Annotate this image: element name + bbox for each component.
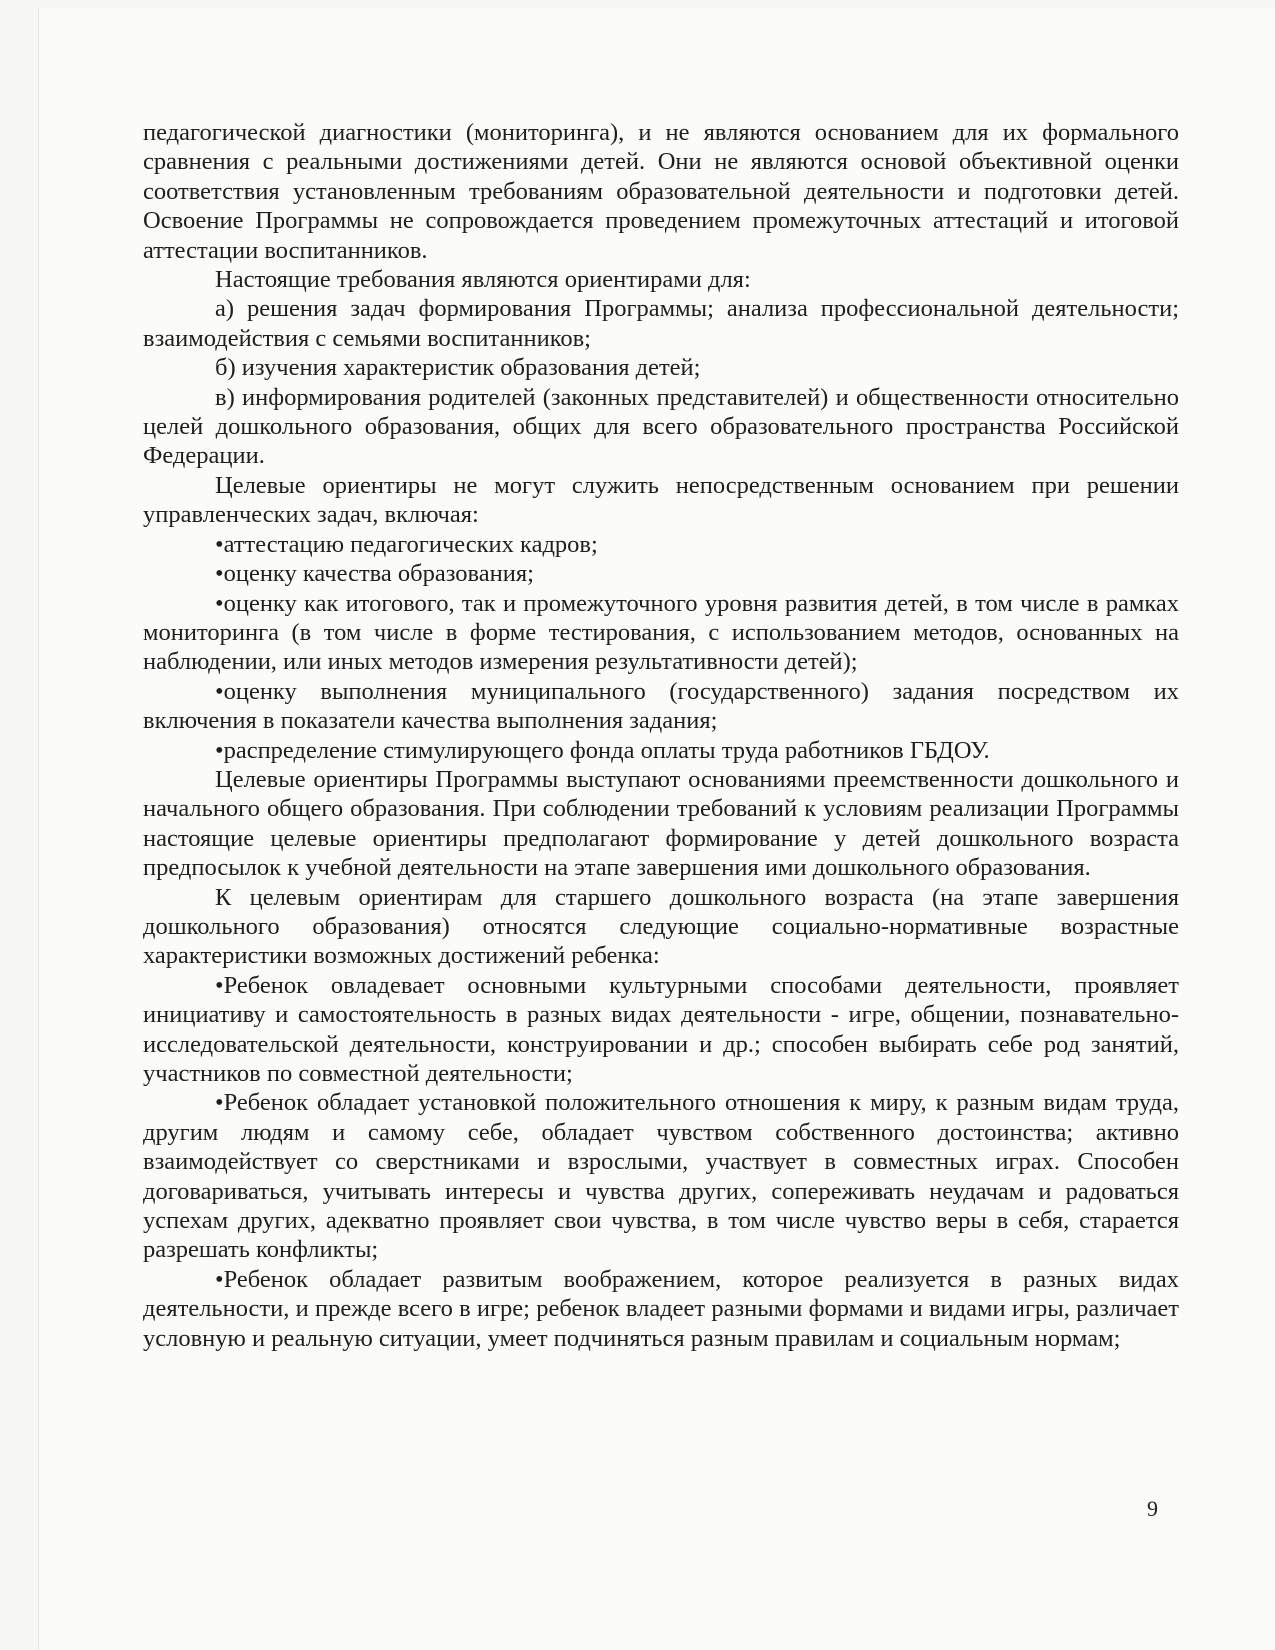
document-body (143, 118, 1179, 1518)
paragraph: а) решения задач формирования Программы; анализа профессиональной деятельности; взаимодействия с семьями воспитанников; (143, 295, 1179, 352)
paragraph: Целевые ориентиры Программы выступают основаниями преемственности дошкольного и начального общего образования. При соблюдении требований к условиям реализации Программы настоящие целевые ориентиры предполагают формирование у детей дошкольного возраста предпосылок к учебной деятельности на этапе завершения ими дошкольного образования. (143, 765, 1179, 882)
paragraph: К целевым ориентирам для старшего дошкольного возраста (на этапе завершения дошкольного образования) относятся следующие социально-нормативные возрастные характеристики возможных достижений ребенка: (143, 883, 1179, 970)
bullet-item: •Ребенок овладевает основными культурными способами деятельности, проявляет инициативу и самостоятельность в разных видах деятельности - игре, общении, познавательно-исследовательской деятельности, конструировании и др.; способен выбирать себе род занятий, участников по совместной деятельности; (143, 971, 1179, 1087)
bullet-item: •Ребенок обладает установкой положительного отношения к миру, к разным видам труда, другим людям и самому себе, обладает чувством собственного достоинства; активно взаимодействует со сверстниками и взрослыми, участвует в совместных играх. Способен договариваться, учитывать интересы и чувства других, сопереживать неудачам и радоваться успехам других, адекватно проявляет свои чувства, в том числе чувство веры в себя, старается разрешать конфликты; (143, 1089, 1179, 1264)
paragraph: Целевые ориентиры не могут служить непосредственным основанием при решении управленческих задач, включая: (143, 471, 1179, 529)
bullet-item: •оценку качества образования; (215, 560, 534, 588)
bullet-item: •Ребенок обладает развитым воображением, которое реализуется в разных видах деятельности, и прежде всего в игре; ребенок владеет разными формами и видами игры, различает условную и реальную ситуации, умеет подчиняться разным правилам и социальным нормам; (143, 1265, 1179, 1352)
bullet-item: •оценку как итогового, так и промежуточного уровня развития детей, в том числе в рамках мониторинга (в том числе в форме тестирования, с использованием методов, основанных на наблюдении, или иных методов измерения результативности детей); (143, 589, 1179, 676)
bullet-item: •распределение стимулирующего фонда оплаты труда работников ГБДОУ. (215, 736, 990, 764)
page-number: 9 (1147, 1496, 1158, 1521)
paragraph: Настоящие требования являются ориентирами для: (215, 266, 751, 294)
paragraph: педагогической диагностики (мониторинга), и не являются основанием для их формального сравнения с реальными достижениями детей. Они не являются основой объективной оценки соответствия установленным требованиям образовательной деятельности и подготовки детей. Освоение Программы не сопровождается проведением промежуточных аттестаций и итоговой аттестации воспитанников. (143, 119, 1179, 264)
bullet-item: •аттестацию педагогических кадров; (215, 530, 598, 558)
scanned-page (38, 8, 1275, 1650)
paragraph: в) информирования родителей (законных представителей) и общественности относительно целей дошкольного образования, общих для всего образовательного пространства Российской Федерации. (143, 383, 1179, 470)
paragraph: б) изучения характеристик образования детей; (215, 354, 701, 382)
bullet-item: •оценку выполнения муниципального (государственного) задания посредством их включения в показатели качества выполнения задания; (143, 677, 1179, 735)
